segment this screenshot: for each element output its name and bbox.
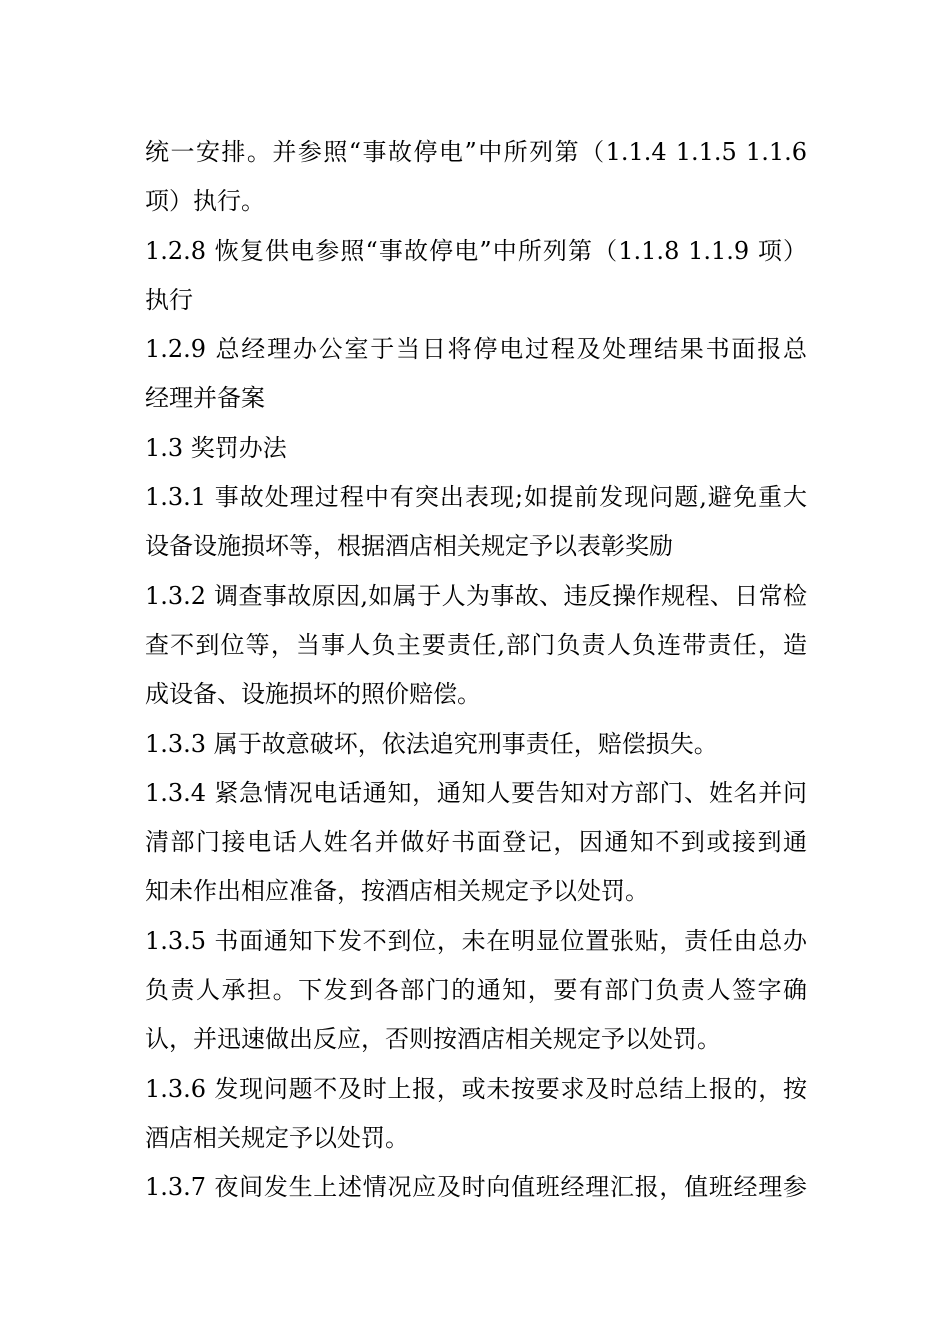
text-line: 清部门接电话人姓名并做好书面登记，因通知不到或接到通	[145, 828, 807, 857]
text-line: 执行	[145, 285, 193, 314]
text-line: 酒店相关规定予以处罚。	[145, 1123, 409, 1152]
text-line: 1.3.3 属于故意破坏，依法追究刑事责任，赔偿损失。	[145, 729, 718, 758]
text-line: 1.3.1 事故处理过程中有突出表现;如提前发现问题,避免重大	[145, 483, 807, 512]
text-line: 认，并迅速做出反应，否则按酒店相关规定予以处罚。	[145, 1025, 721, 1054]
text-line: 1.3.4 紧急情况电话通知，通知人要告知对方部门、姓名并问	[145, 778, 807, 807]
section-heading: 1.3 奖罚办法	[145, 433, 287, 462]
text-line: 成设备、设施损坏的照价赔偿。	[145, 680, 481, 709]
text-line: 1.2.8 恢复供电参照“事故停电”中所列第（1.1.8 1.1.9 项）	[145, 236, 807, 265]
text-line: 负责人承担。下发到各部门的通知，要有部门负责人签字确	[145, 976, 807, 1005]
text-line: 设备设施损坏等，根据酒店相关规定予以表彰奖励	[145, 532, 673, 561]
document-body	[145, 128, 807, 1213]
text-line: 1.3.5 书面通知下发不到位，未在明显位置张贴，责任由总办	[145, 926, 807, 955]
text-line: 经理并备案	[145, 384, 265, 413]
text-line: 1.3.6 发现问题不及时上报，或未按要求及时总结上报的，按	[145, 1074, 807, 1103]
text-line: 知未作出相应准备，按酒店相关规定予以处罚。	[145, 877, 649, 906]
text-line: 1.3.2 调查事故原因,如属于人为事故、违反操作规程、日常检	[145, 581, 807, 610]
text-line: 查不到位等，当事人负主要责任,部门负责人负连带责任，造	[145, 630, 807, 659]
text-line: 1.3.7 夜间发生上述情况应及时向值班经理汇报，值班经理参	[145, 1173, 807, 1202]
text-line: 统一安排。并参照“事故停电”中所列第（1.1.4 1.1.5 1.1.6	[145, 138, 807, 166]
text-line: 项）执行。	[145, 187, 265, 216]
text-line: 1.2.9 总经理办公室于当日将停电过程及处理结果书面报总	[145, 335, 807, 364]
